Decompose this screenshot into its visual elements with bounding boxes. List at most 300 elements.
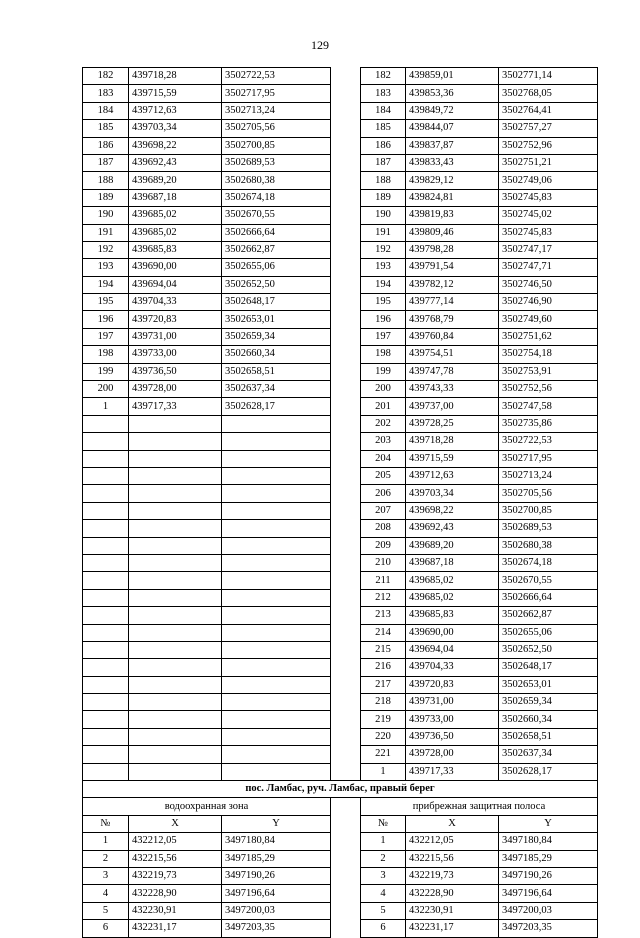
point-number: 183 (361, 85, 406, 102)
table-row (83, 711, 598, 728)
empty-cell (129, 520, 222, 537)
page-number: 129 (311, 38, 329, 52)
point-number: 207 (361, 502, 406, 519)
coord-x: 439809,46 (406, 224, 499, 241)
table-row (83, 728, 598, 745)
point-number: 197 (83, 328, 129, 345)
table-row (83, 120, 598, 137)
empty-cell (222, 589, 331, 606)
coord-y: 3502680,38 (222, 172, 331, 189)
empty-cell (222, 763, 331, 780)
header-x-left: X (129, 815, 222, 832)
coord-x: 439819,83 (406, 207, 499, 224)
table-row (83, 363, 598, 380)
table-row (83, 694, 598, 711)
coordinates-table (82, 67, 598, 938)
coord-y: 3502637,34 (222, 381, 331, 398)
table-row (83, 676, 598, 693)
empty-cell (222, 554, 331, 571)
point-number: 200 (361, 381, 406, 398)
bottom-coordinates-body (83, 833, 598, 937)
coord-x: 439747,78 (406, 363, 499, 380)
coord-y: 3502658,51 (222, 363, 331, 380)
point-number: 189 (83, 189, 129, 206)
coord-y: 3502722,53 (499, 433, 598, 450)
point-number: 193 (361, 259, 406, 276)
coord-y: 3502749,60 (499, 311, 598, 328)
table-row (83, 259, 598, 276)
empty-cell (83, 728, 129, 745)
table-row (83, 328, 598, 345)
point-number: 215 (361, 641, 406, 658)
empty-cell (83, 641, 129, 658)
coord-y: 3502753,91 (499, 363, 598, 380)
coord-x: 439731,00 (406, 694, 499, 711)
coord-x: 439728,00 (129, 381, 222, 398)
coord-y: 3502700,85 (222, 137, 331, 154)
coord-x: 432228,90 (406, 885, 499, 902)
table-row (83, 763, 598, 780)
coord-x: 432231,17 (406, 920, 499, 937)
coord-x: 439694,04 (129, 276, 222, 293)
coord-x: 439743,33 (406, 381, 499, 398)
point-number: 195 (361, 294, 406, 311)
coord-y: 3502670,55 (499, 572, 598, 589)
coord-x: 439687,18 (129, 189, 222, 206)
coord-y: 3502745,02 (499, 207, 598, 224)
coord-y: 3502660,34 (499, 711, 598, 728)
point-number: 182 (83, 68, 129, 85)
coord-x: 439824,81 (406, 189, 499, 206)
coord-y: 3502637,34 (499, 746, 598, 763)
table-row (83, 920, 598, 937)
coord-y: 3502648,17 (499, 659, 598, 676)
coord-y: 3502717,95 (499, 450, 598, 467)
coord-y: 3502705,56 (499, 485, 598, 502)
coord-x: 439849,72 (406, 102, 499, 119)
point-number: 206 (361, 485, 406, 502)
table-row (83, 294, 598, 311)
empty-cell (222, 572, 331, 589)
point-number: 1 (83, 398, 129, 415)
point-number: 188 (361, 172, 406, 189)
coord-y: 3502689,53 (222, 154, 331, 171)
coord-x: 439703,34 (129, 120, 222, 137)
coord-y: 3502705,56 (222, 120, 331, 137)
table-row (83, 68, 598, 85)
empty-cell (129, 676, 222, 693)
empty-cell (222, 520, 331, 537)
point-number: 220 (361, 728, 406, 745)
coord-y: 3502747,58 (499, 398, 598, 415)
coord-x: 439703,34 (406, 485, 499, 502)
coord-x: 439837,87 (406, 137, 499, 154)
table-row (83, 346, 598, 363)
water-protection-zone-title: водоохранная зона (83, 798, 331, 815)
coord-y: 3497200,03 (499, 902, 598, 919)
empty-cell (83, 607, 129, 624)
point-number: 190 (361, 207, 406, 224)
point-number: 210 (361, 554, 406, 571)
coord-y: 3502713,24 (222, 102, 331, 119)
empty-cell (129, 467, 222, 484)
coord-x: 432228,90 (129, 885, 222, 902)
coord-y: 3502746,50 (499, 276, 598, 293)
coord-x: 439737,00 (406, 398, 499, 415)
point-number: 198 (83, 346, 129, 363)
coord-y: 3502628,17 (499, 763, 598, 780)
coord-x: 439859,01 (406, 68, 499, 85)
empty-cell (83, 572, 129, 589)
point-number: 191 (361, 224, 406, 241)
point-number: 186 (361, 137, 406, 154)
point-number: 202 (361, 415, 406, 432)
point-number: 197 (361, 328, 406, 345)
coord-x: 439736,50 (129, 363, 222, 380)
point-number: 189 (361, 189, 406, 206)
table-row (83, 607, 598, 624)
table-row (83, 224, 598, 241)
empty-cell (83, 520, 129, 537)
empty-cell (222, 711, 331, 728)
coord-y: 3502628,17 (222, 398, 331, 415)
coord-x: 439754,51 (406, 346, 499, 363)
coord-x: 439853,36 (406, 85, 499, 102)
empty-cell (222, 694, 331, 711)
empty-cell (129, 537, 222, 554)
point-number: 212 (361, 589, 406, 606)
table-row (83, 659, 598, 676)
point-number: 199 (83, 363, 129, 380)
point-number: 208 (361, 520, 406, 537)
point-number: 187 (361, 154, 406, 171)
empty-cell (222, 624, 331, 641)
coord-y: 3502713,24 (499, 467, 598, 484)
coord-y: 3502752,96 (499, 137, 598, 154)
empty-cell (83, 694, 129, 711)
empty-cell (83, 485, 129, 502)
coord-x: 432231,17 (129, 920, 222, 937)
point-number: 194 (83, 276, 129, 293)
point-number: 182 (361, 68, 406, 85)
header-num-left: № (83, 815, 129, 832)
coord-y: 3502666,64 (499, 589, 598, 606)
empty-cell (83, 624, 129, 641)
empty-cell (83, 502, 129, 519)
point-number: 1 (361, 763, 406, 780)
coord-x: 439736,50 (406, 728, 499, 745)
empty-cell (83, 746, 129, 763)
coord-x: 432230,91 (129, 902, 222, 919)
point-number: 216 (361, 659, 406, 676)
empty-cell (129, 415, 222, 432)
coord-y: 3497185,29 (499, 850, 598, 867)
empty-cell (222, 485, 331, 502)
table-row (83, 624, 598, 641)
empty-cell (129, 589, 222, 606)
point-number: 204 (361, 450, 406, 467)
point-number: 1 (361, 833, 406, 850)
coord-y: 3497190,26 (222, 867, 331, 884)
coord-x: 439689,20 (406, 537, 499, 554)
coord-x: 439798,28 (406, 241, 499, 258)
empty-cell (222, 467, 331, 484)
point-number: 2 (83, 850, 129, 867)
coord-x: 439685,83 (406, 607, 499, 624)
table-row (83, 589, 598, 606)
coord-y: 3502754,18 (499, 346, 598, 363)
table-row (83, 241, 598, 258)
coord-x: 439690,00 (406, 624, 499, 641)
point-number: 219 (361, 711, 406, 728)
coord-x: 432212,05 (406, 833, 499, 850)
coord-y: 3502659,34 (499, 694, 598, 711)
coord-x: 439717,33 (406, 763, 499, 780)
empty-cell (129, 711, 222, 728)
coord-y: 3502660,34 (222, 346, 331, 363)
empty-cell (83, 433, 129, 450)
coord-y: 3502768,05 (499, 85, 598, 102)
coord-y: 3497200,03 (222, 902, 331, 919)
coord-x: 432212,05 (129, 833, 222, 850)
empty-cell (222, 502, 331, 519)
table-row (83, 172, 598, 189)
coord-y: 3502689,53 (499, 520, 598, 537)
coord-x: 439685,02 (129, 207, 222, 224)
table-row (83, 415, 598, 432)
coord-x: 432219,73 (129, 867, 222, 884)
empty-cell (222, 537, 331, 554)
point-number: 1 (83, 833, 129, 850)
coord-y: 3502674,18 (499, 554, 598, 571)
empty-cell (222, 641, 331, 658)
coord-x: 439782,12 (406, 276, 499, 293)
coord-x: 439694,04 (406, 641, 499, 658)
coord-x: 439720,83 (406, 676, 499, 693)
point-number: 198 (361, 346, 406, 363)
coord-y: 3497203,35 (499, 920, 598, 937)
coord-y: 3502655,06 (222, 259, 331, 276)
table-row (83, 867, 598, 884)
coord-x: 439698,22 (129, 137, 222, 154)
table-row (83, 137, 598, 154)
empty-cell (83, 659, 129, 676)
coord-x: 439687,18 (406, 554, 499, 571)
empty-cell (222, 433, 331, 450)
coord-x: 439728,25 (406, 415, 499, 432)
table-row (83, 381, 598, 398)
coord-y: 3497196,64 (499, 885, 598, 902)
coord-y: 3502648,17 (222, 294, 331, 311)
header-y-right: Y (499, 815, 598, 832)
empty-cell (83, 450, 129, 467)
coord-x: 439692,43 (129, 154, 222, 171)
coord-x: 439718,28 (129, 68, 222, 85)
coord-y: 3502652,50 (222, 276, 331, 293)
point-number: 187 (83, 154, 129, 171)
point-number: 183 (83, 85, 129, 102)
coord-x: 439777,14 (406, 294, 499, 311)
coastal-protective-strip-title: прибрежная защитная полоса (361, 798, 598, 815)
coord-y: 3502670,55 (222, 207, 331, 224)
coord-x: 432215,56 (129, 850, 222, 867)
coord-y: 3502680,38 (499, 537, 598, 554)
empty-cell (129, 694, 222, 711)
coord-y: 3502700,85 (499, 502, 598, 519)
coord-y: 3502662,87 (499, 607, 598, 624)
point-number: 6 (361, 920, 406, 937)
coord-y: 3502745,83 (499, 224, 598, 241)
point-number: 217 (361, 676, 406, 693)
point-number: 193 (83, 259, 129, 276)
coord-y: 3502722,53 (222, 68, 331, 85)
empty-cell (129, 485, 222, 502)
coord-y: 3502735,86 (499, 415, 598, 432)
table-row (83, 398, 598, 415)
coord-x: 439685,02 (406, 572, 499, 589)
header-y-left: Y (222, 815, 331, 832)
point-number: 200 (83, 381, 129, 398)
empty-cell (83, 711, 129, 728)
table-row (83, 833, 598, 850)
point-number: 5 (83, 902, 129, 919)
coord-y: 3497196,64 (222, 885, 331, 902)
coord-x: 439690,00 (129, 259, 222, 276)
point-number: 218 (361, 694, 406, 711)
coord-x: 439685,02 (406, 589, 499, 606)
point-number: 190 (83, 207, 129, 224)
top-coordinates-body (83, 68, 598, 781)
section-title: пос. Ламбас, руч. Ламбас, правый берег (83, 781, 598, 798)
empty-cell (83, 537, 129, 554)
empty-cell (129, 763, 222, 780)
header-x-right: X (406, 815, 499, 832)
table-row (83, 572, 598, 589)
coord-x: 432215,56 (406, 850, 499, 867)
coord-x: 439717,33 (129, 398, 222, 415)
table-row (83, 641, 598, 658)
point-number: 192 (361, 241, 406, 258)
empty-cell (222, 450, 331, 467)
coord-x: 439768,79 (406, 311, 499, 328)
coord-y: 3497203,35 (222, 920, 331, 937)
coord-y: 3502652,50 (499, 641, 598, 658)
point-number: 186 (83, 137, 129, 154)
table-row (83, 520, 598, 537)
empty-cell (129, 607, 222, 624)
empty-cell (129, 433, 222, 450)
point-number: 185 (83, 120, 129, 137)
coord-y: 3497185,29 (222, 850, 331, 867)
coord-y: 3502662,87 (222, 241, 331, 258)
point-number: 6 (83, 920, 129, 937)
point-number: 2 (361, 850, 406, 867)
point-number: 195 (83, 294, 129, 311)
coord-y: 3497180,84 (222, 833, 331, 850)
table-row (83, 537, 598, 554)
coord-y: 3502746,90 (499, 294, 598, 311)
coord-y: 3502653,01 (499, 676, 598, 693)
coord-y: 3502653,01 (222, 311, 331, 328)
point-number: 3 (361, 867, 406, 884)
point-number: 221 (361, 746, 406, 763)
point-number: 4 (83, 885, 129, 902)
point-number: 184 (83, 102, 129, 119)
point-number: 214 (361, 624, 406, 641)
coord-x: 439689,20 (129, 172, 222, 189)
coord-y: 3502717,95 (222, 85, 331, 102)
section-header-body (83, 781, 598, 833)
table-row (83, 850, 598, 867)
coord-y: 3502752,56 (499, 381, 598, 398)
coord-y: 3502751,21 (499, 154, 598, 171)
coord-y: 3502747,17 (499, 241, 598, 258)
table-row (83, 746, 598, 763)
coord-y: 3497180,84 (499, 833, 598, 850)
point-number: 213 (361, 607, 406, 624)
point-number: 188 (83, 172, 129, 189)
coord-x: 439844,07 (406, 120, 499, 137)
empty-cell (129, 572, 222, 589)
point-number: 5 (361, 902, 406, 919)
empty-cell (129, 728, 222, 745)
point-number: 199 (361, 363, 406, 380)
coord-x: 439692,43 (406, 520, 499, 537)
coord-x: 439833,43 (406, 154, 499, 171)
point-number: 209 (361, 537, 406, 554)
table-row (83, 102, 598, 119)
empty-cell (222, 415, 331, 432)
coord-x: 439715,59 (406, 450, 499, 467)
point-number: 3 (83, 867, 129, 884)
coord-y: 3502674,18 (222, 189, 331, 206)
point-number: 4 (361, 885, 406, 902)
coord-y: 3502751,62 (499, 328, 598, 345)
coord-y: 3502749,06 (499, 172, 598, 189)
coord-x: 439720,83 (129, 311, 222, 328)
table-row (83, 554, 598, 571)
point-number: 211 (361, 572, 406, 589)
coord-x: 439712,63 (129, 102, 222, 119)
coord-y: 3502655,06 (499, 624, 598, 641)
table-row (83, 885, 598, 902)
coord-x: 439704,33 (129, 294, 222, 311)
coord-x: 439715,59 (129, 85, 222, 102)
point-number: 205 (361, 467, 406, 484)
coord-x: 439685,83 (129, 241, 222, 258)
table-row (83, 154, 598, 171)
table-row (83, 502, 598, 519)
empty-cell (83, 554, 129, 571)
point-number: 192 (83, 241, 129, 258)
empty-cell (129, 641, 222, 658)
coord-y: 3497190,26 (499, 867, 598, 884)
empty-cell (222, 746, 331, 763)
table-row (83, 450, 598, 467)
coord-x: 439760,84 (406, 328, 499, 345)
header-num-right: № (361, 815, 406, 832)
point-number: 185 (361, 120, 406, 137)
coord-x: 439829,12 (406, 172, 499, 189)
point-number: 196 (361, 311, 406, 328)
coord-x: 439791,54 (406, 259, 499, 276)
empty-cell (83, 676, 129, 693)
coord-y: 3502658,51 (499, 728, 598, 745)
coord-x: 439718,28 (406, 433, 499, 450)
coord-x: 439733,00 (129, 346, 222, 363)
empty-cell (222, 676, 331, 693)
point-number: 191 (83, 224, 129, 241)
